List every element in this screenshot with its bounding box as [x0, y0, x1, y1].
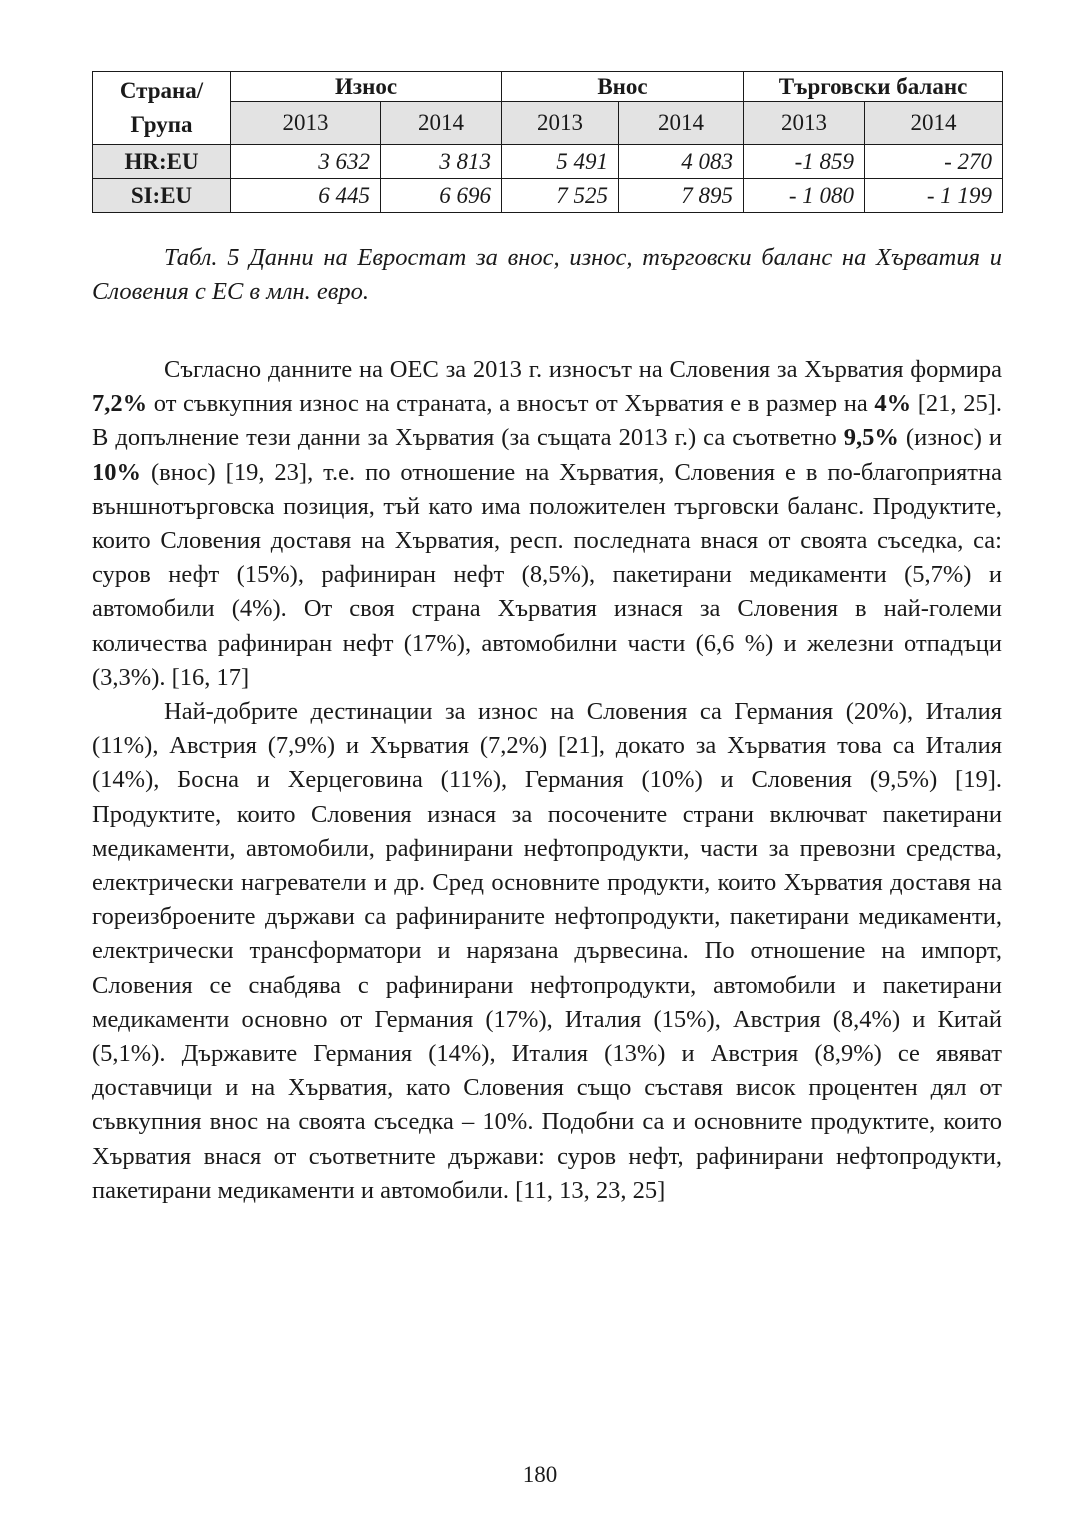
table-row	[93, 145, 1003, 179]
bold-figure: 4%	[874, 390, 912, 418]
table-cell: -1 859	[744, 145, 865, 179]
year-header: 2014	[865, 102, 1003, 145]
row-label: SI:EU	[93, 179, 231, 213]
table-cell: 7 895	[619, 179, 744, 213]
table-cell: 3 813	[381, 145, 502, 179]
table-cell: 5 491	[502, 145, 619, 179]
group-header-export: Износ	[231, 72, 502, 102]
group-header-import: Внос	[502, 72, 744, 102]
year-header: 2013	[231, 102, 381, 145]
row-label: HR:EU	[93, 145, 231, 179]
paragraph: Съгласно данните на ОЕС за 2013 г. износът на Словения за Хърватия формира 7,2% от съвкупния износ на страната, а вносът от Хърватия е в размер на 4% [21, 25]. В допълнение тези данни за Хърватия (за същата 2013 г.) са съответно 9,5% (износ) и 10% (внос) [19, 23], т.е. по отношение на Хърватия, Словения е в по-благоприятна външнотърговска позиция, тъй като има положителен търговски баланс. Продуктите, които Словения доставя на Хърватия, респ. последната внася от своята съседка, са: суров нефт (15%), рафиниран нефт (8,5%), пакетирани медикаменти (5,7%) и автомобили (4%). От своя страна Хърватия изнася за Словения в най-големи количества рафиниран нефт (17%), автомобилни части (6,6 %) и железни отпадъци (3,3%). [16, 17]	[92, 356, 1002, 691]
table-row	[93, 179, 1003, 213]
page-number: 180	[522, 1462, 558, 1487]
table-cell: - 270	[865, 145, 1003, 179]
group-header-balance: Търговски баланс	[744, 72, 1003, 102]
table-cell: 4 083	[619, 145, 744, 179]
bold-figure: 10%	[92, 458, 141, 486]
trade-table	[92, 71, 1003, 213]
table-cell: - 1 199	[865, 179, 1003, 213]
bold-figure: 7,2%	[92, 390, 148, 418]
page-content	[92, 71, 1002, 1208]
year-header: 2014	[381, 102, 502, 145]
year-header: 2014	[619, 102, 744, 145]
table-cell: 6 696	[381, 179, 502, 213]
body-text	[92, 353, 1002, 1208]
table-cell: 3 632	[231, 145, 381, 179]
paragraph: Най-добрите дестинации за износ на Словения са Германия (20%), Италия (11%), Австрия (7,9%) и Хърватия (7,2%) [21], докато за Хърватия това са Италия (14%), Босна и Херцеговина (11%), Германия (10%) и Словения (9,5%) [19]. Продуктите, които Словения изнася за посочените страни включват пакетирани медикаменти, автомобили, рафинирани нефтопродукти, части за превозни средства, електрически нагреватели и др. Сред основните продукти, които Хърватия доставя на гореизброените държави са рафинираните нефтопродукти, пакетирани медикаменти, електрически трансформатори и нарязана дървесина. По отношение на импорт, Словения се снабдява с рафинирани нефтопродукти, автомобили и пакетирани медикаменти основно от Германия (17%), Италия (15%), Австрия (8,4%) и Китай (5,1%). Държавите Германия (14%), Италия (13%) и Австрия (8,9%) се явяват доставчици и на Хърватия, като Словения също съставя висок процентен дял от съвкупния внос на своята съседка – 10%. Подобни са и основните продуктите, които Хърватия внася от съответните държави: суров нефт, рафинирани нефтопродукти, пакетирани медикаменти и автомобили. [11, 13, 23, 25]	[92, 698, 1002, 1204]
table-caption: Табл. 5 Данни на Евростат за внос, износ, търговски баланс на Хърватия и Словения с ЕС в млн. евро.	[92, 244, 1002, 305]
table-cell: 6 445	[231, 179, 381, 213]
table-cell: - 1 080	[744, 179, 865, 213]
year-header: 2013	[502, 102, 619, 145]
year-header: 2013	[744, 102, 865, 145]
table-corner-header: Страна/ Група	[93, 72, 231, 145]
table-cell: 7 525	[502, 179, 619, 213]
bold-figure: 9,5%	[843, 424, 899, 452]
